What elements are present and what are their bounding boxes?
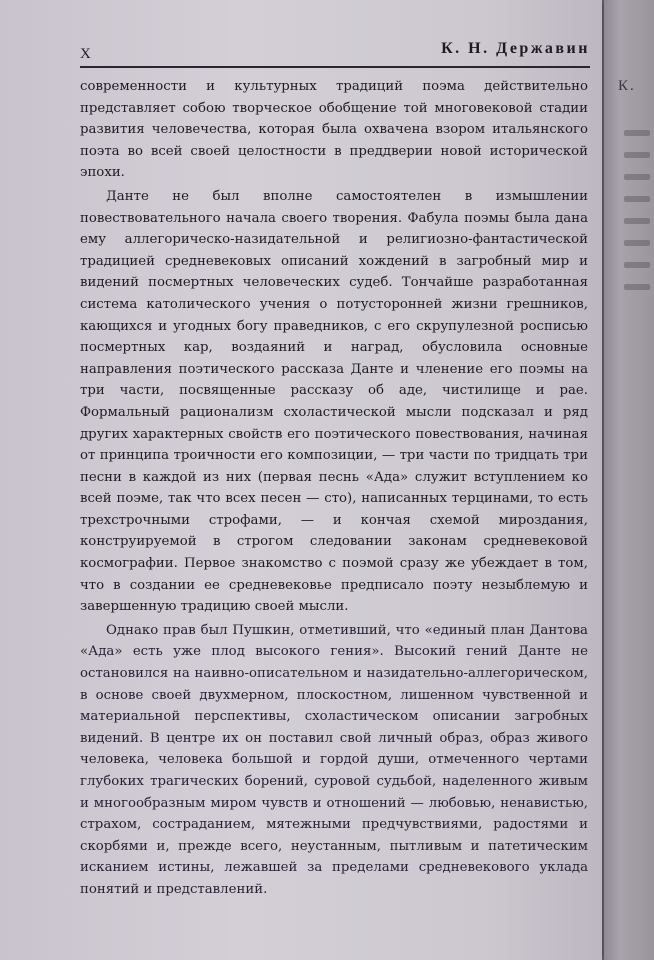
next-page-line [624, 174, 650, 180]
next-page-line [624, 284, 650, 290]
paragraph-3: Однако прав был Пушкин, отметивший, что «единый план Дантова «Ада» есть уже плод высокого гения». Высокий гений Данте не остановился на наивно-описательном и назидательно-аллегорическом, в основе своей двухмерном, плоскостном, лишенном чувственной и материальной перспективы, схоластическом описании загробных видений. В центре их он поставил свой личный образ, образ живого человека, человека большой и гордой души, отмеченного чертами глубоких трагических борений, суровой судьбой, наделенного живым и многообразным миром чувств и отношений — любовью, ненавистью, страхом, состраданием, мятежными предчувствиями, радостями и скорбями и, прежде всего, неустанным, пытливым и патетическим исканием истины, лежавшей за пределами средневекового уклада понятий и представлений. [80, 622, 588, 897]
paragraph-2: Данте не был вполне самостоятелен в измышлении повествовательного начала своего творения. Фабула поэмы была дана ему аллегорическо-назидательной и религиозно-фантастической традицией средневековых описаний хождений в загробный мир и видений посмертных человеческих судеб. Тончайше разработанная система католического учения о потусторонней жизни грешников, кающихся и угодных богу праведников, с его скрупулезной росписью посмертных кар, воздаяний и наград, обусловила основные направления поэтического рассказа Данте и членение его поэмы на три части, посвященные рассказу об аде, чистилище и рае. Формальный рационализм схоластической мысли подсказал и ряд других характерных свойств его поэтического повествования, начиная от принципа троичности его композиции, — три части по тридцать три песни в каждой из них (первая песнь «Ада» служит вступлением ко всей поэме, так что всех песен — сто), написанных терцинами, то есть трехстрочными строфами, — и кончая схемой мироздания, конструируемой в строгом следовании законам средневековой космографии. Первое знакомство с поэмой сразу же убеждает в том, что в создании ее средневековье предписало поэту незыблемую и завершенную традицию своей мысли. [80, 188, 588, 615]
page-body [80, 76, 588, 901]
next-page-line [624, 130, 650, 136]
next-page-line [624, 262, 650, 268]
page-number: X [80, 46, 91, 62]
next-page-line [624, 218, 650, 224]
paragraph-1: современности и культурных традиций поэма действительно представляет собою творческое обобщение той многовековой стадии развития человечества, которая была охвачена взором итальянского поэта во всей своей целостности в преддверии новой исторической эпохи. [80, 79, 588, 181]
page-header [80, 40, 590, 68]
next-page-line [624, 152, 650, 158]
running-head: К. Н. Державин [441, 40, 590, 57]
next-page-running-head: К. [618, 78, 636, 94]
next-page-line [624, 240, 650, 246]
next-page-edge [604, 0, 654, 960]
next-page-line [624, 196, 650, 202]
